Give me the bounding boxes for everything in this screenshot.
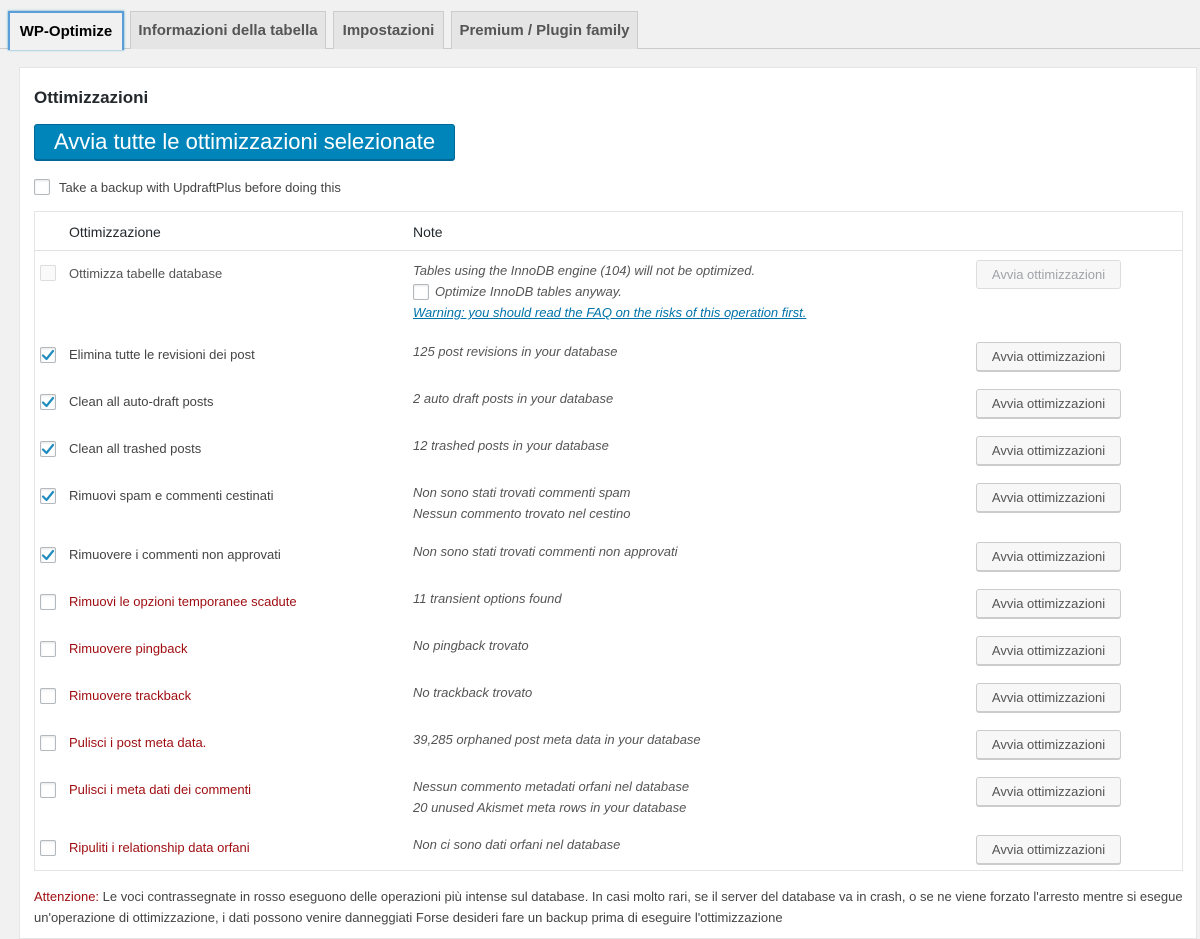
warning-prefix: Attenzione:	[34, 889, 100, 904]
optimization-name: Ripuliti i relationship data orfani	[69, 840, 250, 855]
optimization-name: Clean all auto-draft posts	[69, 394, 214, 409]
column-note: Note	[413, 224, 443, 240]
note-line: 20 unused Akismet meta rows in your database	[413, 800, 687, 815]
tab-premium[interactable]: Premium / Plugin family	[451, 11, 638, 49]
checkmark-icon	[41, 548, 55, 562]
optimization-checkbox[interactable]	[40, 688, 56, 704]
optimization-name: Rimuovere pingback	[69, 641, 188, 656]
innodb-checkbox[interactable]	[413, 284, 429, 300]
note-line: 11 transient options found	[413, 591, 562, 606]
nav-tabs	[0, 0, 1200, 49]
optimization-checkbox	[40, 265, 56, 281]
run-optimization-button[interactable]: Avvia ottimizzazioni	[976, 636, 1121, 665]
optimization-name: Clean all trashed posts	[69, 441, 202, 456]
note-line: 2 auto draft posts in your database	[413, 391, 614, 406]
optimization-checkbox[interactable]	[40, 394, 56, 410]
optimizations-table	[34, 211, 1183, 871]
optimization-checkbox[interactable]	[40, 488, 56, 504]
optimization-note	[413, 588, 562, 609]
tab-wp-optimize[interactable]: WP-Optimize	[8, 11, 124, 50]
backup-label: Take a backup with UpdraftPlus before doing this	[59, 179, 341, 195]
run-optimization-button[interactable]: Avvia ottimizzazioni	[976, 389, 1121, 418]
note-line: Non ci sono dati orfani nel database	[413, 837, 621, 852]
optimization-checkbox[interactable]	[40, 594, 56, 610]
optimization-checkbox[interactable]	[40, 735, 56, 751]
section-title: Ottimizzazioni	[34, 88, 149, 107]
run-all-optimizations-button[interactable]: Avvia tutte le ottimizzazioni selezionate	[34, 124, 455, 160]
optimization-note	[413, 682, 532, 703]
optimization-name: Pulisci i meta dati dei commenti	[69, 782, 252, 797]
optimization-checkbox[interactable]	[40, 547, 56, 563]
checkmark-icon	[41, 442, 55, 456]
note-line: 12 trashed posts in your database	[413, 438, 609, 453]
note-line: Nessun commento metadati orfani nel database	[413, 779, 690, 794]
checkmark-icon	[41, 395, 55, 409]
optimization-name: Pulisci i post meta data.	[69, 735, 207, 750]
note-line: No pingback trovato	[413, 638, 529, 653]
optimization-note	[413, 435, 609, 456]
tab-table-info[interactable]: Informazioni della tabella	[130, 11, 326, 49]
optimization-checkbox[interactable]	[40, 441, 56, 457]
run-optimization-button[interactable]: Avvia ottimizzazioni	[976, 436, 1121, 465]
optimization-note	[413, 776, 689, 818]
note-line: 125 post revisions in your database	[413, 344, 618, 359]
optimizations-panel	[19, 67, 1197, 939]
tab-settings[interactable]: Impostazioni	[333, 11, 444, 49]
optimization-note	[413, 341, 618, 362]
run-optimization-button[interactable]: Avvia ottimizzazioni	[976, 683, 1121, 712]
column-optimization: Ottimizzazione	[69, 224, 161, 240]
backup-checkbox[interactable]	[34, 179, 50, 195]
note-line: Non sono stati trovati commenti non approvati	[413, 544, 678, 559]
note-line: Non sono stati trovati commenti spam	[413, 485, 631, 500]
run-optimization-button[interactable]: Avvia ottimizzazioni	[976, 542, 1121, 571]
optimization-note	[413, 834, 620, 855]
run-optimization-button[interactable]: Avvia ottimizzazioni	[976, 835, 1121, 864]
table-header	[35, 212, 1182, 251]
run-optimization-button[interactable]: Avvia ottimizzazioni	[976, 342, 1121, 371]
note-line: No trackback trovato	[413, 685, 533, 700]
run-optimization-button[interactable]: Avvia ottimizzazioni	[976, 730, 1121, 759]
warning-text	[34, 886, 1184, 928]
optimization-note	[413, 388, 613, 409]
optimization-name: Rimuovi le opzioni temporanee scadute	[69, 594, 297, 609]
optimization-note	[413, 729, 701, 750]
run-optimization-button[interactable]: Avvia ottimizzazioni	[976, 589, 1121, 618]
optimization-note	[413, 541, 677, 562]
innodb-label: Optimize InnoDB tables anyway.	[435, 284, 622, 299]
checkmark-icon	[41, 489, 55, 503]
optimization-name: Rimuovi spam e commenti cestinati	[69, 488, 274, 503]
faq-warning-link[interactable]: Warning: you should read the FAQ on the risks of this operation first.	[413, 305, 807, 320]
optimization-checkbox[interactable]	[40, 641, 56, 657]
optimization-checkbox[interactable]	[40, 840, 56, 856]
optimization-note	[413, 482, 631, 524]
run-optimization-button[interactable]: Avvia ottimizzazioni	[976, 483, 1121, 512]
checkmark-icon	[41, 348, 55, 362]
innodb-option	[413, 281, 806, 302]
run-optimization-button[interactable]: Avvia ottimizzazioni	[976, 777, 1121, 806]
optimization-checkbox[interactable]	[40, 347, 56, 363]
run-optimization-button: Avvia ottimizzazioni	[976, 260, 1121, 289]
backup-option	[34, 178, 341, 196]
note-line: Tables using the InnoDB engine (104) will not be optimized.	[413, 263, 756, 278]
optimization-name: Ottimizza tabelle database	[69, 266, 223, 281]
warning-body: Le voci contrassegnate in rosso eseguono delle operazioni più intense sul database. In casi molto rari, se il server del database va in crash, o se ne viene forzato l'arresto mentre si esegue un'operazione di ottimizzazione, i dati possono venire danneggiati Forse desideri fare un backup prima di eseguire l'ottimizzazione	[34, 889, 1183, 925]
optimization-note	[413, 260, 806, 323]
optimization-note	[413, 635, 529, 656]
note-line: Nessun commento trovato nel cestino	[413, 506, 631, 521]
note-line: 39,285 orphaned post meta data in your database	[413, 732, 701, 747]
optimization-checkbox[interactable]	[40, 782, 56, 798]
optimization-name: Elimina tutte le revisioni dei post	[69, 347, 255, 362]
optimization-name: Rimuovere i commenti non approvati	[69, 547, 281, 562]
optimization-name: Rimuovere trackback	[69, 688, 192, 703]
